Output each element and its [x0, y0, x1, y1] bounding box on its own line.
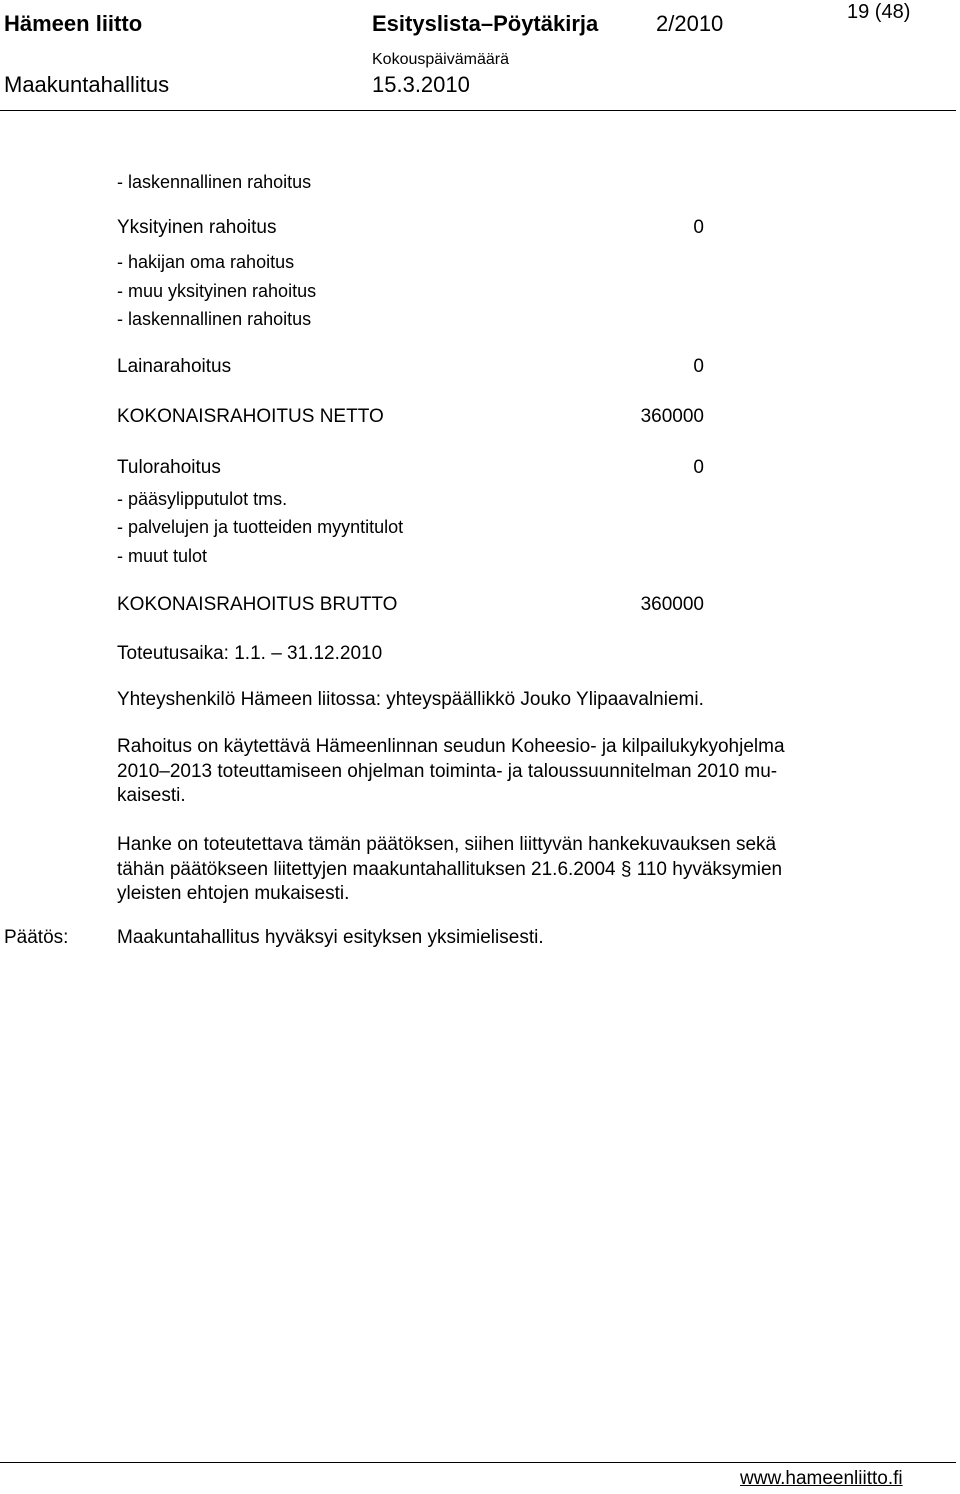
private-funding-label: Yksityinen rahoitus — [117, 217, 277, 238]
funding-item: - muu yksityinen rahoitus — [117, 281, 317, 301]
terms-paragraph — [117, 833, 910, 907]
decision-label: Päätös: — [4, 927, 69, 948]
total-net-label: KOKONAISRAHOITUS NETTO — [117, 406, 384, 427]
income-funding-label: Tulorahoitus — [117, 457, 221, 478]
loan-funding-label: Lainarahoitus — [117, 356, 232, 377]
contact-person: Yhteyshenkilö Hämeen liitossa: yhteyspäällikkö Jouko Ylipaavalniemi. — [117, 689, 704, 710]
implementation-period: Toteutusaika: 1.1. – 31.12.2010 — [117, 643, 383, 664]
loan-funding-value: 0 — [693, 356, 704, 377]
funding-item: - pääsylipputulot tms. — [117, 489, 288, 509]
funding-condition-paragraph — [117, 735, 910, 809]
funding-item: - hakijan oma rahoitus — [117, 252, 295, 272]
paragraph-line: Hanke on toteutettava tämän päätöksen, siihen liittyvän hankekuvauksen sekä — [117, 834, 777, 855]
paragraph-line: 2010–2013 toteuttamiseen ohjelman toiminta- ja taloussuunnitelman 2010 mu- — [117, 760, 778, 782]
meeting-date-label: Kokouspäivämäärä — [372, 51, 509, 68]
meeting-body: Maakuntahallitus — [4, 72, 170, 97]
total-gross-value: 360000 — [640, 594, 704, 615]
organization-name: Hämeen liitto — [4, 11, 143, 36]
page-number: 19 (48) — [847, 1, 911, 23]
meeting-date: 15.3.2010 — [372, 72, 470, 97]
paragraph-line: yleisten ehtojen mukaisesti. — [117, 883, 350, 904]
document-number: 2/2010 — [656, 11, 724, 36]
total-net-value: 360000 — [640, 406, 704, 427]
funding-item: - laskennallinen rahoitus — [117, 309, 312, 329]
website-link[interactable]: www.hameenliitto.fi — [740, 1468, 903, 1489]
decision-text: Maakuntahallitus hyväksyi esityksen yksimielisesti. — [117, 927, 544, 948]
funding-item: - muut tulot — [117, 546, 208, 566]
document-type: Esityslista–Pöytäkirja — [372, 11, 599, 36]
paragraph-line: tähän päätökseen liitettyjen maakuntahallituksen 21.6.2004 § 110 hyväksymien — [117, 858, 783, 880]
income-funding-value: 0 — [693, 457, 704, 478]
paragraph-line: Rahoitus on käytettävä Hämeenlinnan seudun Koheesio- ja kilpailukykyohjelma — [117, 736, 785, 757]
total-gross-label: KOKONAISRAHOITUS BRUTTO — [117, 594, 398, 615]
footer-divider — [0, 1462, 956, 1463]
funding-item: - laskennallinen rahoitus — [117, 172, 312, 192]
private-funding-value: 0 — [693, 217, 704, 238]
funding-item: - palvelujen ja tuotteiden myyntitulot — [117, 517, 404, 537]
header-divider — [0, 110, 956, 111]
paragraph-line: kaisesti. — [117, 785, 186, 806]
